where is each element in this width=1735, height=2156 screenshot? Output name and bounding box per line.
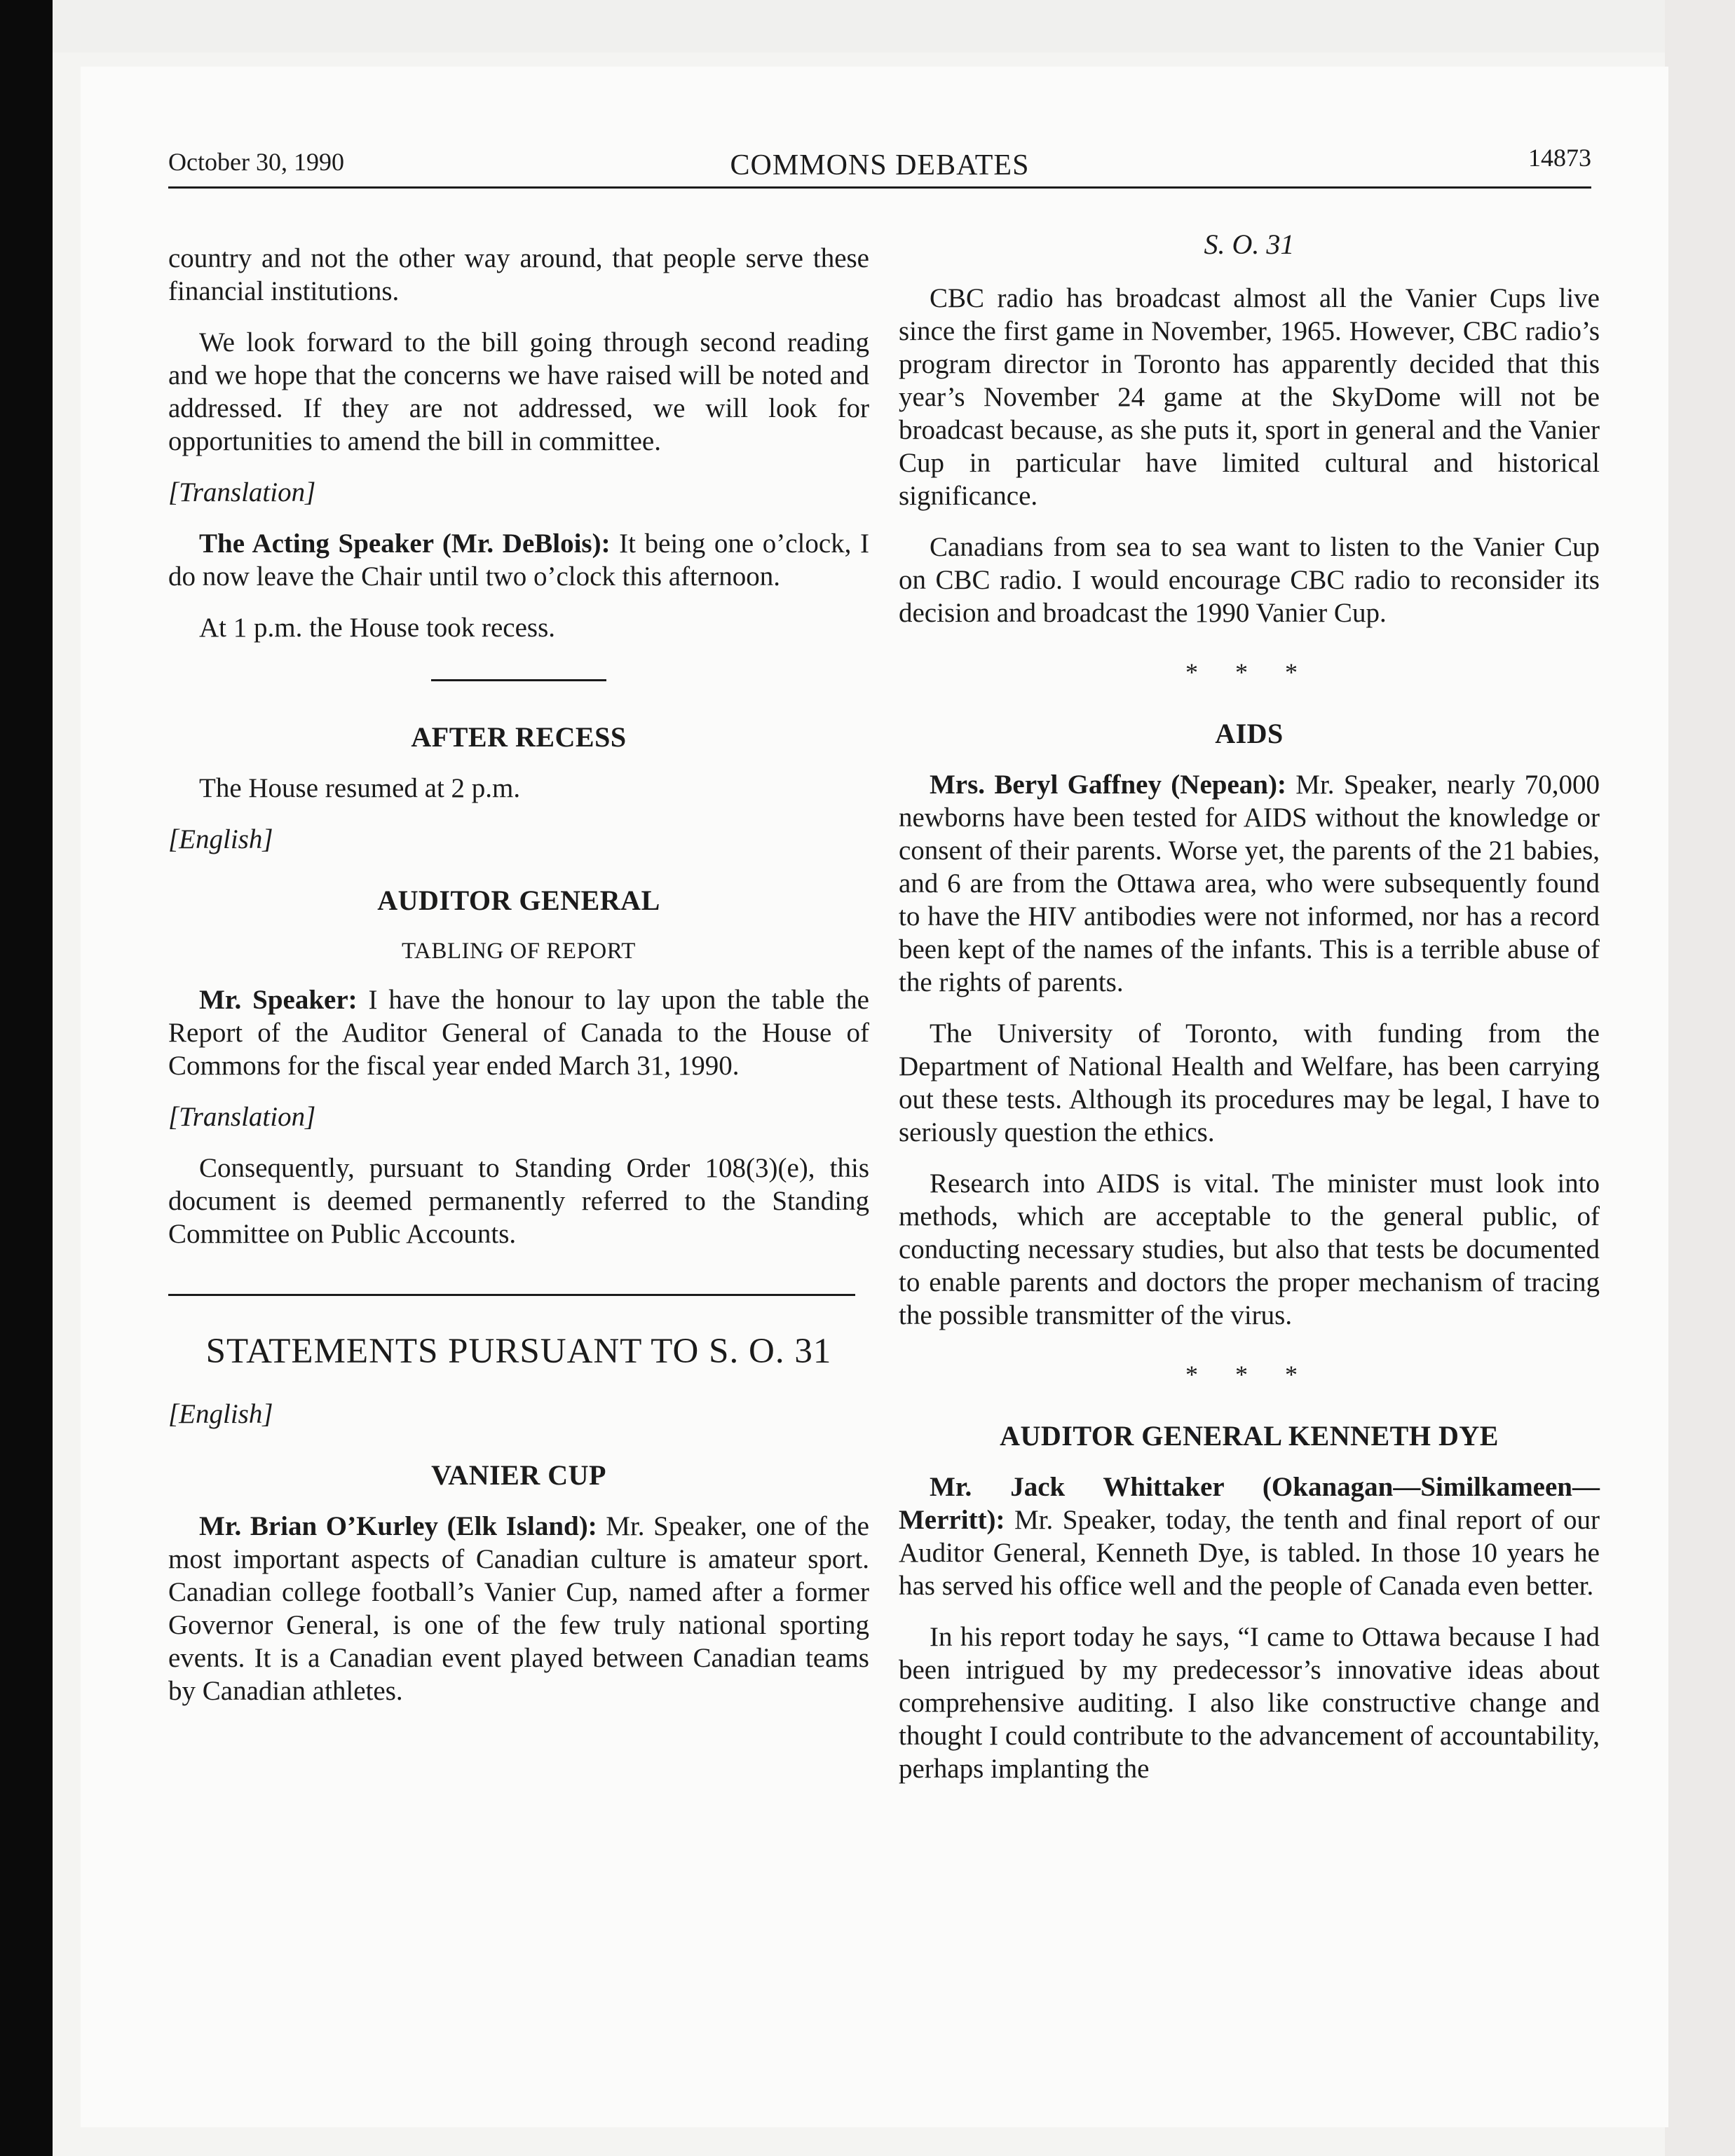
paragraph: CBC radio has broadcast almost all the Vanier Cups live since the first game in November, 1965. However, CBC radio’s program director in Toronto has apparently decided that this year’s November 24 game at the SkyDome will not be broadcast because, as she puts it, sport in general and the Vanier Cup in particular have limited cultural and historical significance. — [899, 283, 1600, 511]
paragraph — [168, 527, 869, 593]
paragraph: Consequently, pursuant to Standing Order 108(3)(e), this document is deemed permanently referred to the Standing Committee on Public Accounts. — [168, 1153, 869, 1249]
header-title: COMMONS DEBATES — [730, 149, 1030, 182]
section-heading: AFTER RECESS — [411, 721, 627, 753]
subsection-heading: TABLING OF REPORT — [402, 939, 636, 964]
speaker-name: Mr. Speaker: — [199, 985, 358, 1015]
page-header — [168, 144, 1591, 189]
english-tag: [English] — [168, 1399, 273, 1429]
section-stars: * * * — [1185, 1360, 1313, 1389]
right-column — [899, 228, 1600, 1803]
section-stars: * * * — [1185, 658, 1313, 686]
header-page-number: 14873 — [1528, 144, 1591, 172]
scan-edge — [0, 0, 53, 2156]
speaker-name: Mrs. Beryl Gaffney (Nepean): — [930, 770, 1286, 800]
section-divider — [168, 1294, 855, 1296]
speech-text: Mr. Speaker, one of the most important aspects of Canadian culture is amateur sport. Canadian college football’s Vanier Cup, named after a former Governor General, is one of the few truly national sporting events. It is a Canadian event played between Canadian teams by Canadian athletes. — [168, 1511, 869, 1706]
paragraph: At 1 p.m. the House took recess. — [199, 613, 555, 643]
paragraph — [168, 1510, 869, 1707]
english-tag: [English] — [168, 824, 273, 854]
paragraph: country and not the other way around, that people serve these financial institutions. — [168, 243, 869, 306]
section-heading: AUDITOR GENERAL — [377, 885, 660, 916]
speech-text: It being one o’clock, I do now leave the Chair until two o’clock this afternoon. — [168, 528, 869, 592]
translation-tag: [Translation] — [168, 1102, 316, 1132]
paragraph: The University of Toronto, with funding from the Department of National Health and Welfare, has been carrying out these tests. Although its procedures may be legal, I have to seriously question the ethics. — [899, 1018, 1600, 1147]
paragraph — [899, 1471, 1600, 1602]
section-heading: VANIER CUP — [431, 1459, 606, 1491]
paragraph: We look forward to the bill going through second reading and we hope that the concerns we have raised will be noted and addressed. If they are not addressed, we will look for opportunities to amend the bill in committee. — [168, 327, 869, 456]
section-heading: AIDS — [1215, 718, 1284, 749]
speech-text: Mr. Speaker, nearly 70,000 newborns have been tested for AIDS without the knowledge or consent of their parents. Worse yet, the parents of the 21 babies, and 6 are from the Ottawa area, who were subsequently found to have the HIV antibodies were not informed, nor has a record been kept of the names of the infants. This is a terrible abuse of the rights of parents. — [899, 770, 1600, 997]
running-head: S. O. 31 — [1204, 228, 1295, 260]
paragraph — [899, 768, 1600, 999]
paragraph: The House resumed at 2 p.m. — [199, 773, 521, 803]
scan-top-margin — [53, 0, 1735, 53]
paragraph: In his report today he says, “I came to Ottawa because I had been intrigued by my predecessor’s innovative ideas about comprehensive auditing. I also like constructive change and thought I could contribute to the advancement of accountability, perhaps implanting the — [899, 1622, 1600, 1784]
translation-tag: [Translation] — [168, 477, 316, 507]
paragraph: Canadians from sea to sea want to listen to the Vanier Cup on CBC radio. I would encourage CBC radio to reconsider its decision and broadcast the 1990 Vanier Cup. — [899, 532, 1600, 628]
section-heading: AUDITOR GENERAL KENNETH DYE — [1000, 1420, 1499, 1452]
header-date: October 30, 1990 — [168, 148, 344, 176]
paragraph — [168, 983, 869, 1082]
section-divider — [431, 679, 606, 681]
speaker-name: Mr. Brian O’Kurley (Elk Island): — [199, 1511, 597, 1541]
speech-text: I have the honour to lay upon the table the Report of the Auditor General of Canada to the House of Commons for the fiscal year ended March 31, 1990. — [168, 985, 869, 1081]
speaker-name: Mr. Jack Whittaker (Okanagan—Similkameen—Merritt): — [899, 1472, 1600, 1535]
major-heading: STATEMENTS PURSUANT TO S. O. 31 — [205, 1332, 832, 1371]
scan-right-margin — [1665, 0, 1735, 2156]
speech-text: Mr. Speaker, today, the tenth and final report of our Auditor General, Kenneth Dye, is tabled. In those 10 years he has served his office well and the people of Canada even better. — [899, 1505, 1600, 1601]
speaker-name: The Acting Speaker (Mr. DeBlois): — [199, 528, 611, 559]
paragraph: Research into AIDS is vital. The minister must look into methods, which are acceptable to the general public, of conducting necessary studies, but also that tests be documented to enable parents and doctors the proper mechanism of tracing the possible transmitter of the virus. — [899, 1168, 1600, 1330]
left-column — [168, 242, 869, 1726]
